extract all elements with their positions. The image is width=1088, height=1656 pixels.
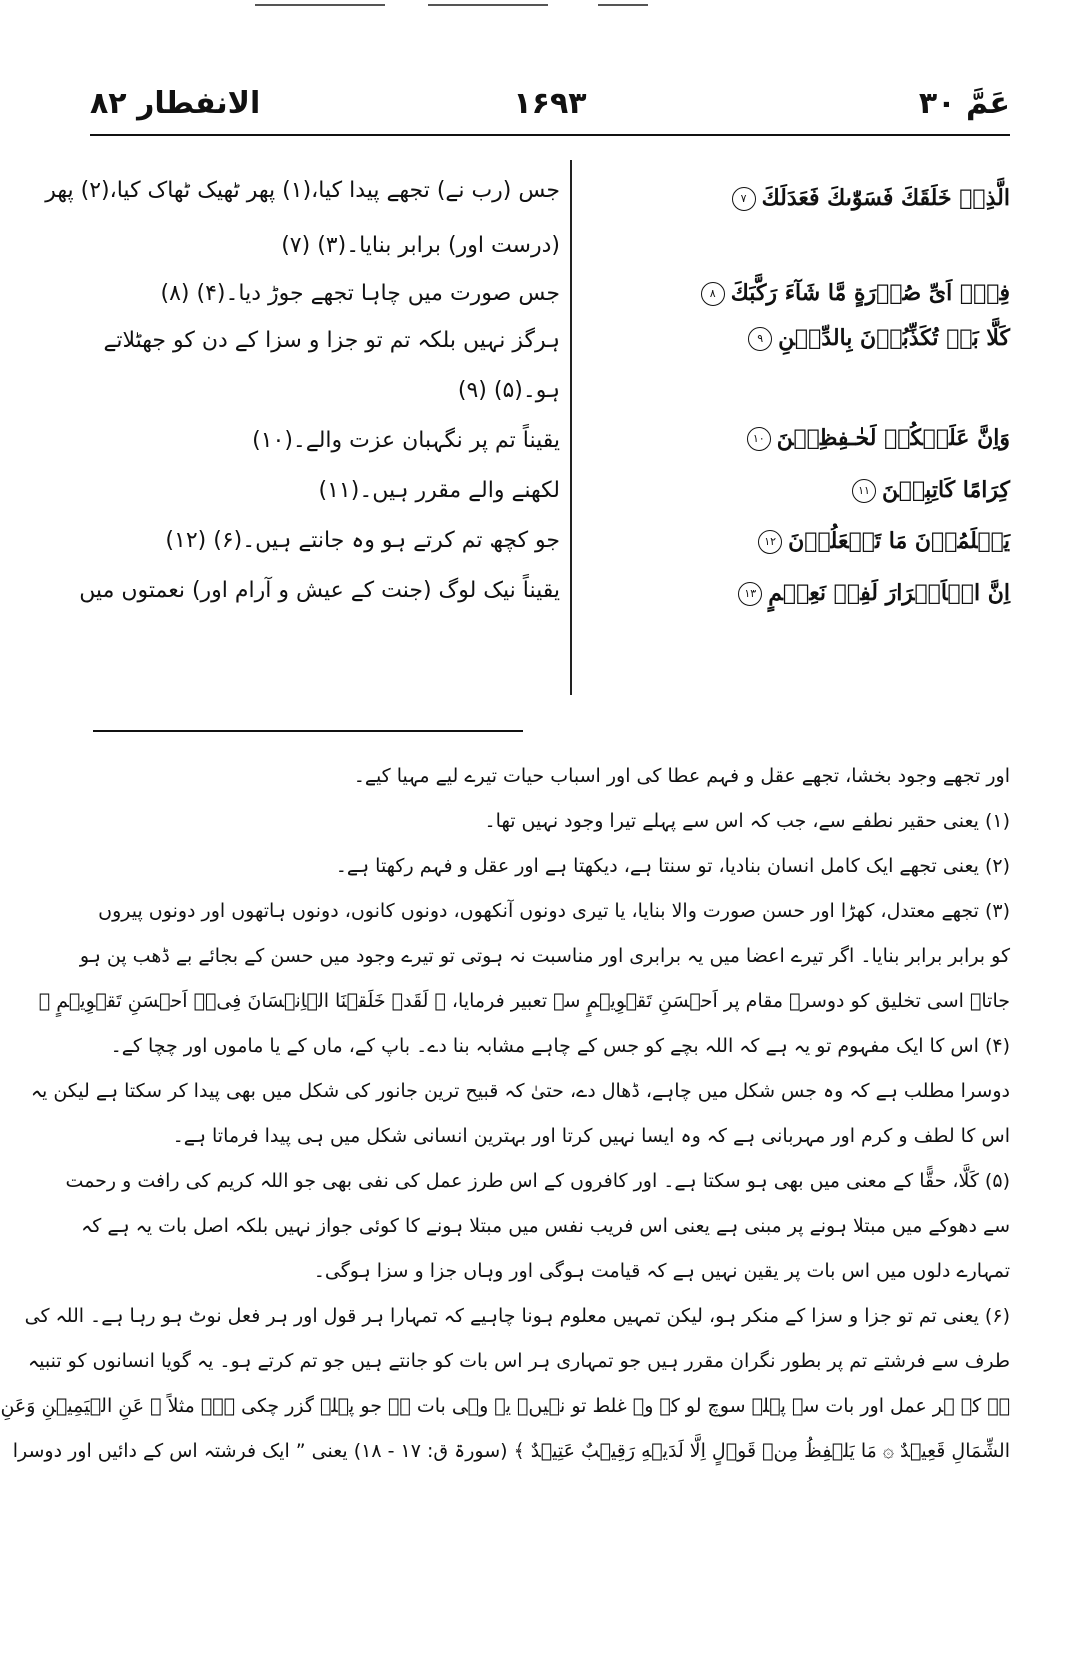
verse-text: كِرَامًا كَاتِبِيۡنَ — [882, 477, 1010, 503]
page-number: ۱۶۹۳ — [513, 86, 587, 121]
footnote-line: اس کا لطف و کرم اور مہربانی ہے کہ وہ ایسا نہیں کرتا اور بہترین انسانی شکل میں ہی پیدا فرماتا ہے۔ — [172, 1125, 1010, 1147]
verse-number-marker: ١٠ — [747, 427, 771, 451]
translation-line: ہو۔(۵) (۹) — [457, 378, 560, 403]
translation-line: لکھنے والے مقرر ہیں۔(۱۱) — [318, 478, 560, 503]
page-header — [90, 82, 1010, 136]
verse-text: يَعۡلَمُوۡنَ مَا تَفۡعَلُوۡنَ — [788, 528, 1010, 554]
footnote-line: (۲) یعنی تجھے ایک کامل انسان بنادیا، تو سنتا ہے، دیکھتا ہے اور عقل و فہم رکھتا ہے۔ — [335, 855, 1010, 877]
translation-line: ہرگز نہیں بلکہ تم تو جزا و سزا کے دن کو جھٹلاتے — [103, 328, 560, 353]
translation-line: (درست اور) برابر بنایا۔(۳) (۷) — [281, 233, 560, 258]
translation-line: جس صورت میں چاہا تجھے جوڑ دیا۔(۴) (۸) — [160, 281, 560, 306]
arabic-verse — [748, 325, 1010, 351]
header-rule — [90, 134, 1010, 136]
footnote-line: الشِّمَالِ قَعِيۡدٌ ۞ مَا يَلۡفِظُ مِنۡ قَوۡلٍ اِلَّا لَدَيۡهِ رَقِيۡبٌ عَتِيۡدٌ ﴾ (سورۃ ق: ۱۷ - ۱۸) یعنی ” ایک فرشتہ اس کے دائیں اور دوسرا — [12, 1440, 1010, 1462]
arabic-verse — [852, 477, 1010, 503]
footnote-line: کو برابر برابر بنایا۔ اگر تیرے اعضا میں یہ برابری اور مناسبت نہ ہوتی تو تیرے وجود میں حسن کے بجائے بے ڈھب پن ہو — [79, 945, 1010, 967]
surah-label: الانفطار ٨٢ — [90, 86, 261, 121]
footnote-line: (۴) اس کا ایک مفہوم تو یہ ہے کہ اللہ بچے کو جس کے چاہے مشابہ بنا دے۔ باپ کے، ماں کے یا ماموں اور چچا کے۔ — [110, 1035, 1010, 1057]
footnote-line: (۶) یعنی تم تو جزا و سزا کے منکر ہو، لیکن تمہیں معلوم ہونا چاہیے کہ تمہارا ہر قول اور ہر فعل نوٹ ہو رہا ہے۔ اللہ کی — [24, 1305, 1010, 1327]
juz-label: عَمَّ ٣٠ — [918, 86, 1010, 121]
arabic-verse — [758, 528, 1010, 554]
footnote-line: ہے کہ ہر عمل اور بات سے پہلے سوچ لو کہ وہ غلط تو نہیں۔ یہ وہی بات ہے جو پہلے گزر چکی ہے۔ مثلاً ﴿ عَنِ الۡيَمِيۡنِ وَعَنِ — [0, 1395, 1010, 1417]
edge-mark — [598, 4, 648, 6]
verse-text: الَّذِىۡ خَلَقَكَ فَسَوّٰىكَ فَعَدَلَكَ — [761, 185, 1010, 211]
verse-text: وَاِنَّ عَلَيۡكُمۡ لَحٰـفِظِيۡنَ — [776, 425, 1010, 451]
top-edge-marks — [0, 2, 1088, 10]
verse-number-marker: ٨ — [701, 282, 725, 306]
arabic-verse — [738, 580, 1010, 606]
arabic-verse — [747, 425, 1010, 451]
verse-number-marker: ٧ — [732, 187, 756, 211]
footnote-line: دوسرا مطلب ہے کہ وہ جس شکل میں چاہے، ڈھال دے، حتیٰ کہ قبیح ترین جانور کی شکل میں بھی پیدا کر سکتا ہے لیکن یہ — [30, 1080, 1010, 1102]
arabic-verse — [732, 185, 1010, 211]
verse-text: فِىۡۤ اَىِّ صُوۡرَةٍ مَّا شَآءَ رَكَّبَكَ — [730, 280, 1010, 306]
translation-line: یقیناً نیک لوگ (جنت کے عیش و آرام اور) نعمتوں میں — [79, 578, 560, 603]
verse-text: اِنَّ الۡاَبۡرَارَ لَفِىۡ نَعِيۡمٍ — [768, 580, 1010, 606]
footnote-line: جاتا۔ اسی تخلیق کو دوسرے مقام پر اَحۡسَنِ تَقۡوِيۡمٍ سے تعبیر فرمایا، ﴿ لَقَدۡ خَلَقۡنَا الۡاِنۡسَانَ فِىۡۤ اَحۡسَنِ تَقۡوِيۡمٍ ﴾ — [38, 990, 1010, 1012]
footnote-line: (۳) تجھے معتدل، کھڑا اور حسن صورت والا بنایا، یا تیری دونوں آنکھوں، دونوں کانوں، دونوں ہاتھوں اور دونوں پیروں — [98, 900, 1010, 922]
footnote-line: سے دھوکے میں مبتلا ہونے پر مبنی ہے یعنی اس فریب نفس میں مبتلا ہونے کا کوئی جواز نہیں بلکہ اصل بات یہ ہے کہ — [81, 1215, 1010, 1237]
verse-text: كَلَّا بَلۡ تُكَذِّبُوۡنَ بِالدِّيۡنِ — [778, 325, 1010, 351]
column-divider — [570, 160, 572, 695]
verse-number-marker: ١٣ — [738, 582, 762, 606]
verse-number-marker: ٩ — [748, 327, 772, 351]
edge-mark — [255, 4, 385, 6]
translation-line: جو کچھ تم کرتے ہو وہ جانتے ہیں۔(۶) (۱۲) — [165, 528, 560, 553]
edge-mark — [428, 4, 548, 6]
footnote-line: تمہارے دلوں میں اس بات پر یقین نہیں ہے کہ قیامت ہوگی اور وہاں جزا و سزا ہوگی۔ — [313, 1260, 1010, 1282]
footnote-line: اور تجھے وجود بخشا، تجھے عقل و فہم عطا کی اور اسباب حیات تیرے لیے مہیا کیے۔ — [353, 765, 1010, 787]
translation-line: جس (رب نے) تجھے پیدا کیا،(۱) پھر ٹھیک ٹھاک کیا،(۲) پھر — [45, 178, 560, 203]
footnote-line: طرف سے فرشتے تم پر بطور نگران مقرر ہیں جو تمہاری ہر اس بات کو جانتے ہیں جو تم کرتے ہو۔ یہ گویا انسانوں کو تنبیہ — [28, 1350, 1010, 1372]
footnote-line: (۵) کَلَّا، حقًّا کے معنی میں بھی ہو سکتا ہے۔ اور کافروں کے اس طرز عمل کی نفی بھی جو اللہ کریم کی رافت و رحمت — [65, 1170, 1010, 1192]
verse-number-marker: ١١ — [852, 479, 876, 503]
footnote-line: (۱) یعنی حقیر نطفے سے، جب کہ اس سے پہلے تیرا وجود نہیں تھا۔ — [484, 810, 1010, 832]
footnote-separator — [93, 730, 523, 732]
translation-line: یقیناً تم پر نگہبان عزت والے۔(۱۰) — [252, 428, 560, 453]
arabic-verse — [701, 280, 1010, 306]
verse-number-marker: ١٢ — [758, 530, 782, 554]
